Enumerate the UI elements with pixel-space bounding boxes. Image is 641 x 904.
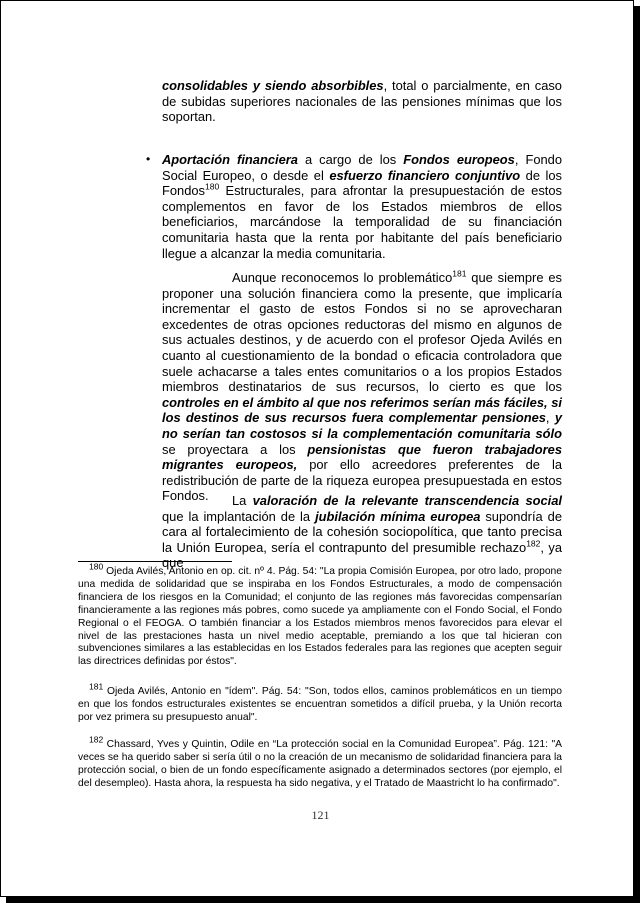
emphasis-text: consolidables y siendo absorbibles [162,78,384,93]
footnote-182 [78,734,562,791]
footnote-181 [78,681,562,725]
paragraph-text: Aunque reconocemos lo problemático [232,270,453,285]
footnote-number: 180 [89,561,104,572]
emphasis-text: pensionistas que fueron trabajadores migrantes europeos, [162,441,562,473]
paragraph-valoracion [162,493,562,571]
footnote-text: Ojeda Avilés, Antonio en "ídem". Pág. 54: "Son, todos ellos, caminos problemáticos en un tiempo en que los fondos estructurales existentes se encuentran sometidos a difícil prueba, y la Unión recorta por vez primera su presupuesto anual". [78,686,562,723]
emphasis-text: controles en el ámbito al que nos referimos serían más fáciles, si los destinos de sus recursos fuera complementar pensiones [162,394,562,426]
page-shadow-right [634,6,640,903]
paragraph-text: por ello acreedores preferentes de la redistribución de parte de la riqueza europea presupuestada en estos Fondos. [162,457,562,504]
page-number: 121 [311,808,330,822]
emphasis-text: jubilación mínima europea [315,508,481,524]
bullet-paragraph [162,152,562,261]
paragraph-text: se proyectara a los [162,441,308,457]
footnote-text: Ojeda Avilés, Antonio en op. cit. nº 4. Pág. 54: "La propia Comisión Europea, por otro lado, propone una medida de solidaridad que se inspiraba en los Fondos Estructurales, a modo de compensación financiera de los riesgos en la Comunidad; el conjunto de las regiones más favorecidas compensarían financieramente a las regiones más pobres, como sucede ya ampliamente con el Fondo Social, el Fondo Regional o el FEOGA. O también financiar a los Estados miembros menos favorecidos para elevar el nivel de las prestaciones hasta un nivel medio aceptable, premiando a los que tal hicieran con subvenciones similares a las establecidas en los Estados federales para las regiones que acepten seguir las directrices definidas por éstos". [78,566,562,668]
footnote-ref-182[interactable]: 182 [526,538,541,549]
paragraph-text: Estructurales, para afrontar la presupuestación de estos complementos en favor de los Estados miembros de ellos beneficiarios, marcándose la temporalidad de su financiación comunitaria hasta que la renta por habitante del país beneficiario llegue a alcanzar la media comunitaria. [162,183,562,261]
bullet-icon: • [146,152,151,166]
footnote-number: 182 [89,734,104,745]
paragraph-text: , Fondo Social Europeo, o desde el [162,152,562,183]
paragraph-text: , total o parcialmente, en caso de subidas superiores nacionales de las pensiones mínimas que los soportan. [162,78,562,125]
paragraph-text: La [232,493,253,508]
footnote-number: 181 [89,681,104,692]
paragraph-text: que la implantación de la [162,508,316,524]
paragraph-continuation [162,78,562,125]
page-shadow-bottom [6,897,640,903]
paragraph-text: supondría de cara al fortalecimiento de la cohesión sociopolítica, que tanto precisa la Unión Europea, sería el contrapunto del presumible rechazo [162,508,562,555]
footnote-180 [78,561,562,669]
paragraph-problematic [162,270,562,504]
paragraph-text: que siempre es proponer una solución financiera como la presente, que implicaría incrementar el gasto de estos Fondos si no se aprovecharan excedentes de otras opciones reductoras del mismo en algunos de sus actuales destinos, y de acuerdo con el profesor Ojeda Avilés en cuanto al cuestionamiento de la bondad o eficacia controladora que suele achacarse a tales entes comunitarios o a los propios Estados miembros destinatarios de sus recursos, lo cierto es que los [162,270,562,395]
footnote-ref-181[interactable]: 181 [452,268,467,279]
footnote-ref-180[interactable]: 180 [205,181,220,192]
paragraph-text: , [545,410,555,426]
paragraph-text: de los Fondos [162,167,562,199]
footnote-text: Chassard, Yves y Quintin, Odile en “La protección social en la Comunidad Europea”. Pág. 121: "A veces se ha querido saber si sería útil o no la creación de un mecanismo de solidaridad financiera para la protección social, o bien de un fondo específicamente asignado a determinados sectores (por ejemplo, el del desempleo). Hasta ahora, la respuesta ha sido negativa, y el Tratado de Maastricht lo ha confirmado". [78,739,562,789]
emphasis-text: Aportación financiera [162,152,298,167]
emphasis-text: valoración de la relevante transcendencia social [252,493,563,508]
emphasis-text: esfuerzo financiero conjuntivo [329,167,521,183]
paragraph-text: a cargo de los [297,152,404,167]
paragraph-text: , ya que [162,539,562,571]
emphasis-text: y no serían tan costosos si la complementación comunitaria sólo [162,410,562,441]
emphasis-text: Fondos europeos [403,152,515,167]
